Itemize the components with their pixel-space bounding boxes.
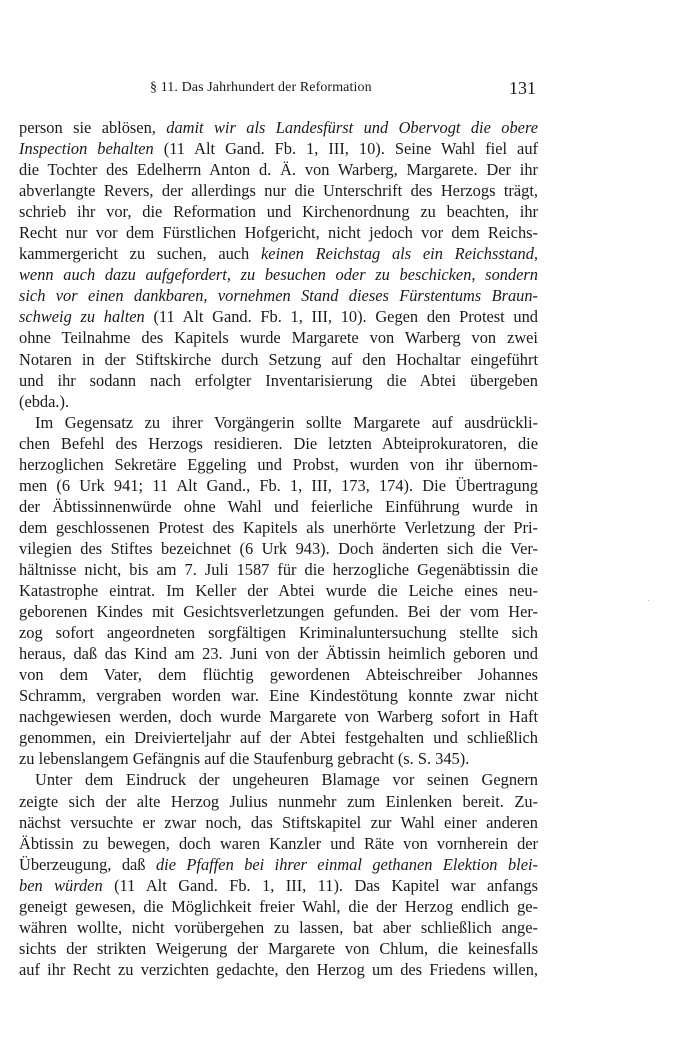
- scan-speck: [648, 600, 649, 601]
- text-run: geborenen Kindes mit Gesichtsverletzungen gefunden. Bei der vom Her-: [19, 602, 538, 622]
- italic-quote: ben würden: [19, 875, 103, 895]
- text-run: Äbtissin zu bewegen, doch waren Kanzler und Räte von vornherein der: [19, 833, 538, 853]
- italic-quote: schweig zu halten: [19, 307, 145, 327]
- text-run: (11 Alt Gand. Fb. 1, III, 11). Das Kapitel war anfangs: [102, 875, 538, 895]
- text-run: Im Gegensatz zu ihrer Vorgängerin sollte Margarete auf ausdrückli-: [35, 412, 538, 432]
- text-run: (ebda.).: [19, 391, 70, 411]
- text-run: genommen, ein Dreivierteljahr auf der Abtei festgehalten und schließlich: [19, 728, 538, 748]
- text-run: schrieb ihr vor, die Reformation und Kirchenordnung zu beachten, ihr: [19, 202, 538, 222]
- text-run: chen Befehl des Herzogs residieren. Die letzten Abteiprokuratoren, die: [19, 433, 538, 453]
- text-line: [19, 243, 538, 264]
- text-line: [19, 875, 538, 896]
- text-line: [19, 706, 538, 727]
- text-line: [19, 601, 538, 622]
- text-line: [19, 349, 538, 370]
- text-line: [19, 854, 538, 875]
- text-line: [19, 117, 538, 138]
- text-run: und ihr sodann nach erfolgter Inventarisierung die Abtei übergeben: [19, 370, 538, 390]
- text-run: Überzeugung, daß: [19, 854, 156, 874]
- italic-quote: damit wir als Landesfürst und Obervogt die obere: [166, 118, 538, 137]
- page-number: 131: [509, 78, 536, 98]
- text-line: [19, 412, 538, 433]
- italic-quote: keinen Reichstag als ein Reichsstand,: [261, 244, 538, 264]
- text-line: [19, 306, 538, 327]
- text-run: Notaren in der Stiftskirche durch Setzung auf den Hochaltar eingeführt: [19, 349, 538, 369]
- text-line: [19, 727, 538, 748]
- text-line: [19, 917, 538, 938]
- body-text: [19, 117, 538, 980]
- italic-quote: Inspection behalten: [19, 139, 154, 159]
- text-run: kammergericht zu suchen, auch: [19, 244, 262, 264]
- text-run: Recht nur vor dem Fürstlichen Hofgericht, nicht jedoch vor dem Reichs-: [19, 223, 538, 243]
- text-line: [19, 201, 538, 222]
- text-run: dem geschlossenen Protest des Kapitels als unerhörte Verletzung der Pri-: [19, 517, 538, 537]
- text-line: [19, 222, 538, 243]
- text-line: [19, 391, 538, 412]
- text-run: abverlangte Revers, der allerdings nur die Unterschrift des Herzogs trägt,: [19, 181, 538, 201]
- text-line: [19, 559, 538, 580]
- text-line: [19, 370, 538, 391]
- text-run: zeigte sich der alte Herzog Julius nunmehr zum Einlenken bereit. Zu-: [19, 791, 538, 811]
- text-line: [19, 622, 538, 643]
- text-run: die Tochter des Edelherrn Anton d. Ä. von Warberg, Margarete. Der ihr: [19, 160, 538, 180]
- text-run: zog sofort angeordneten sorgfältigen Kriminaluntersuchung stellte sich: [19, 623, 538, 643]
- text-run: zu lebenslangem Gefängnis auf die Staufenburg gebracht (s. S. 345).: [19, 749, 470, 769]
- text-line: [19, 538, 538, 559]
- section-title: § 11. Das Jahrhundert der Reformation: [150, 80, 372, 95]
- text-line: [19, 748, 538, 769]
- text-line: [19, 791, 538, 812]
- text-run: der Äbtissinnenwürde ohne Wahl und feierliche Einführung wurde in: [19, 496, 538, 516]
- text-line: [19, 264, 538, 285]
- text-line: [19, 496, 538, 517]
- text-run: men (6 Urk 941; 11 Alt Gand., Fb. 1, III, 173, 174). Die Übertragung: [19, 475, 538, 495]
- text-line: [19, 327, 538, 348]
- text-run: person sie ablösen,: [19, 118, 167, 137]
- text-line: [19, 685, 538, 706]
- text-line: [19, 769, 538, 790]
- text-run: geneigt gewesen, die Möglichkeit freier Wahl, die der Herzog endlich ge-: [19, 896, 538, 916]
- text-run: (11 Alt Gand. Fb. 1, III, 10). Gegen den Protest und: [144, 307, 538, 327]
- text-run: ohne Teilnahme des Kapitels wurde Margarete von Warberg von zwei: [19, 328, 538, 348]
- text-line: [19, 812, 538, 833]
- text-line: [19, 643, 538, 664]
- text-line: [19, 138, 538, 159]
- text-line: [19, 454, 538, 475]
- text-run: sichts der strikten Weigerung der Margarete von Chlum, die keinesfalls: [19, 938, 538, 958]
- text-run: Unter dem Eindruck der ungeheuren Blamage vor seinen Gegnern: [35, 770, 538, 790]
- running-head: [0, 78, 700, 100]
- text-line: [19, 896, 538, 917]
- text-run: nachgewiesen werden, doch wurde Margarete von Warberg sofort in Haft: [19, 707, 538, 727]
- italic-quote: die Pfaffen bei ihrer einmal gethanen Elektion blei-: [155, 854, 538, 874]
- text-line: [19, 475, 538, 496]
- text-run: heraus, daß das Kind am 23. Juni von der Äbtissin heimlich geboren und: [19, 644, 538, 664]
- text-run: hältnisse nicht, bis am 7. Juli 1587 für die herzogliche Gegenäbtissin die: [19, 559, 538, 579]
- text-line: [19, 959, 538, 980]
- text-line: [19, 664, 538, 685]
- text-line: [19, 433, 538, 454]
- text-run: nächst versuchte er zwar noch, das Stiftskapitel zur Wahl einer anderen: [19, 812, 538, 832]
- text-run: vilegien des Stiftes bezeichnet (6 Urk 943). Doch änderten sich die Ver-: [19, 538, 538, 558]
- text-run: währen wollte, nicht vorübergehen zu lassen, bat aber schließlich ange-: [19, 917, 538, 937]
- text-run: auf ihr Recht zu verzichten gedachte, den Herzog um des Friedens willen,: [19, 959, 538, 979]
- text-line: [19, 285, 538, 306]
- italic-quote: wenn auch dazu aufgefordert, zu besuchen oder zu beschicken, sondern: [19, 265, 538, 285]
- text-line: [19, 580, 538, 601]
- text-line: [19, 833, 538, 854]
- text-run: herzoglichen Sekretäre Eggeling und Probst, wurden von ihr übernom-: [19, 454, 538, 474]
- text-line: [19, 938, 538, 959]
- text-line: [19, 517, 538, 538]
- italic-quote: sich vor einen dankbaren, vornehmen Stand dieses Fürstentums Braun-: [19, 286, 538, 306]
- text-run: Katastrophe eintrat. Im Keller der Abtei wurde die Leiche eines neu-: [19, 581, 538, 601]
- text-line: [19, 159, 538, 180]
- text-run: Schramm, vergraben worden war. Eine Kindestötung konnte zwar nicht: [19, 686, 538, 706]
- text-run: (11 Alt Gand. Fb. 1, III, 10). Seine Wahl fiel auf: [153, 139, 538, 159]
- text-run: von dem Vater, dem flüchtig gewordenen Abteischreiber Johannes: [19, 665, 538, 685]
- text-line: [19, 180, 538, 201]
